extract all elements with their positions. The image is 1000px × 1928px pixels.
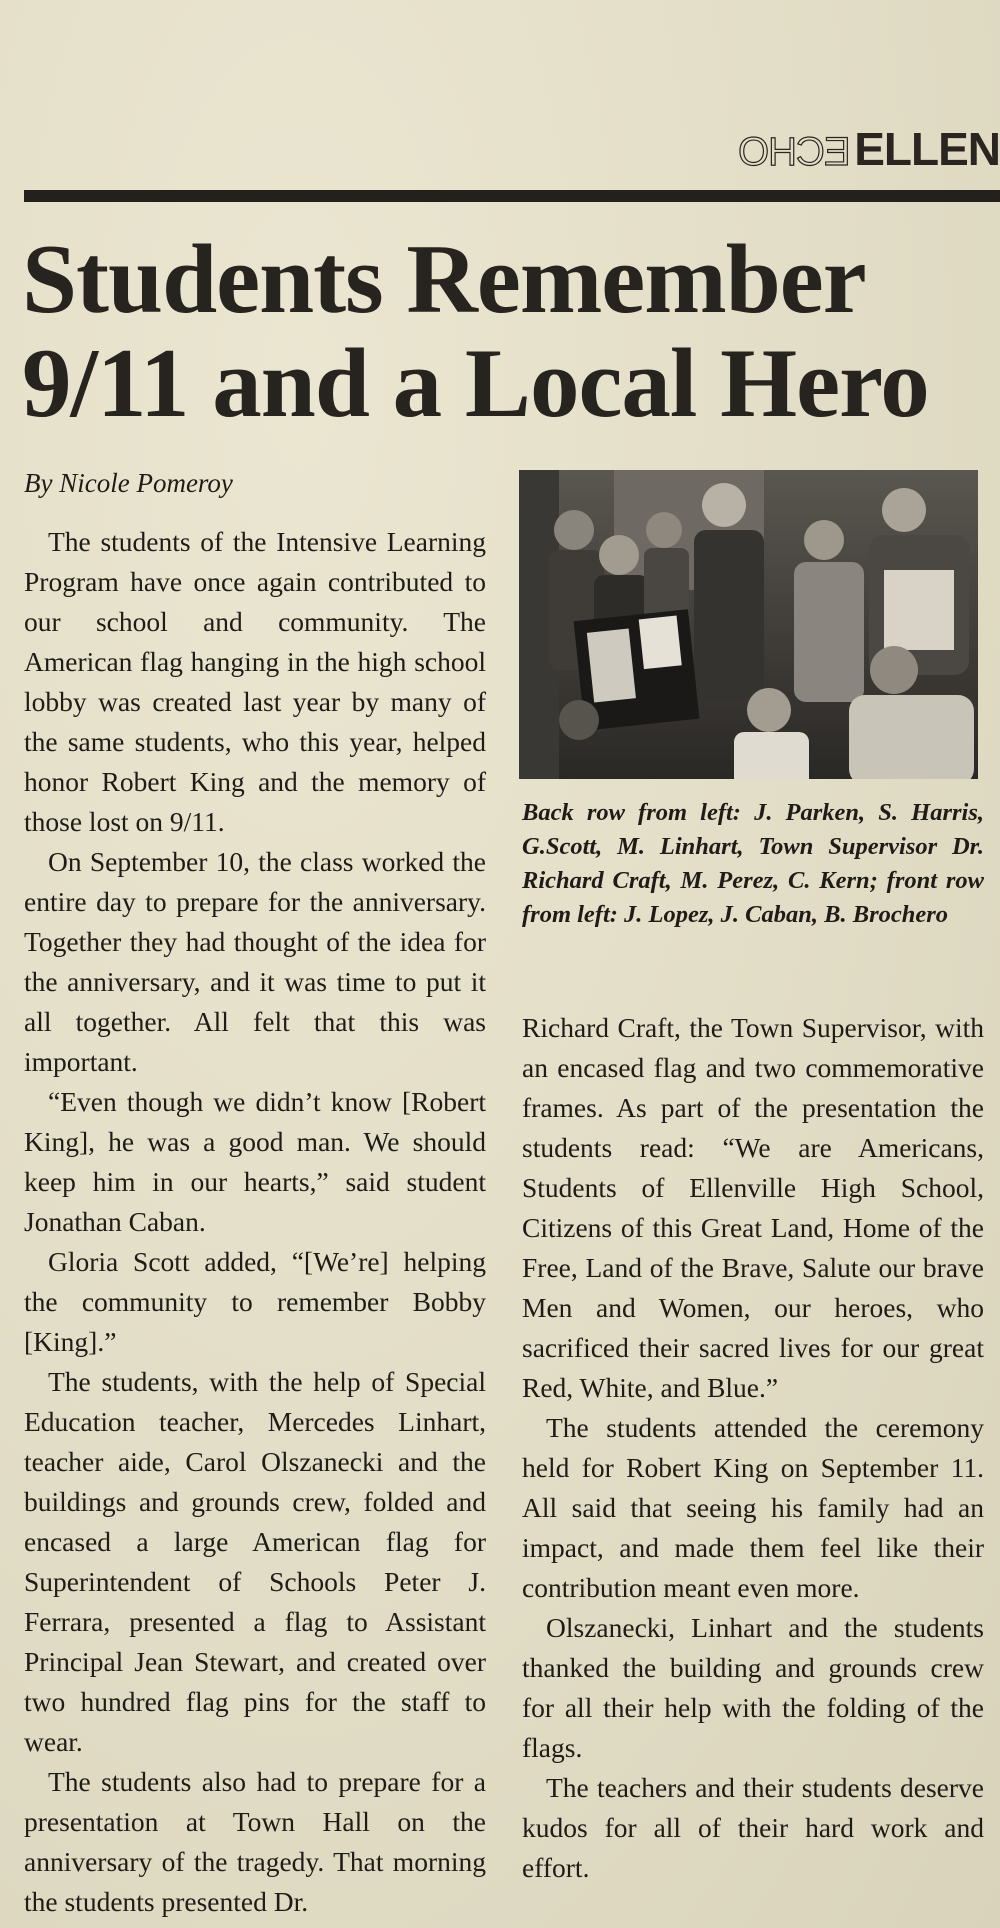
paragraph: Gloria Scott added, “[We’re] helping the community to remember Bobby [King].”	[24, 1246, 486, 1357]
header-rule	[24, 190, 1000, 202]
masthead-mirrored-text: ECHO	[738, 130, 851, 174]
photo-caption: Back row from left: J. Parken, S. Harris, G.Scott, M. Linhart, Town Supervisor Dr. Richard Craft, M. Perez, C. Kern; front row from left: J. Lopez, J. Caban, B. Brochero	[522, 799, 984, 928]
paragraph: The students of the Intensive Learning Program have once again contributed to our school and community. The American flag hanging in the high school lobby was created last year by many of the same students, who this year, helped honor Robert King and the memory of those lost on 9/11.	[24, 526, 486, 837]
paragraph: The teachers and their students deserve kudos for all of their hard work and effort.	[522, 1772, 984, 1883]
paragraph: The students attended the ceremony held for Robert King on September 11. All said that seeing his family had an impact, and made them feel like their contribution meant even more.	[522, 1412, 984, 1603]
paragraph: On September 10, the class worked the entire day to prepare for the anniversary. Together they had thought of the idea for the anniversary, and it was time to put it all together. All felt that this was important.	[24, 846, 486, 1077]
group-photo	[519, 470, 978, 779]
photo-image	[519, 470, 978, 779]
paragraph: The students also had to prepare for a presentation at Town Hall on the anniversary of the tragedy. That morning the students presented Dr.	[24, 1766, 486, 1917]
masthead-name: ELLEN	[854, 123, 1000, 175]
paragraph: Olszanecki, Linhart and the students thanked the building and grounds crew for all their help with the folding of the flags.	[522, 1612, 984, 1763]
left-column	[24, 522, 486, 1922]
paragraph: The students, with the help of Special Education teacher, Mercedes Linhart, teacher aide, Carol Olszanecki and the buildings and grounds crew, folded and encased a large American flag for Superintendent of Schools Peter J. Ferrara, presented a flag to Assistant Principal Jean Stewart, and created over two hundred flag pins for the staff to wear.	[24, 1366, 486, 1757]
masthead	[739, 122, 1000, 176]
headline: Students Remember 9/11 and a Local Hero	[22, 225, 929, 438]
byline: By Nicole Pomeroy	[24, 468, 233, 498]
paragraph: Richard Craft, the Town Supervisor, with an encased flag and two commemorative frames. As part of the presentation the students read: “We are Americans, Students of Ellenville High School, Citizens of this Great Land, Home of the Free, Land of the Brave, Salute our brave Men and Women, our heroes, who sacrificed their sacred lives for our great Red, White, and Blue.”	[522, 1012, 984, 1403]
right-column	[522, 1008, 984, 1888]
paragraph: “Even though we didn’t know [Robert King], he was a good man. We should keep him in our hearts,” said student Jonathan Caban.	[24, 1086, 486, 1237]
